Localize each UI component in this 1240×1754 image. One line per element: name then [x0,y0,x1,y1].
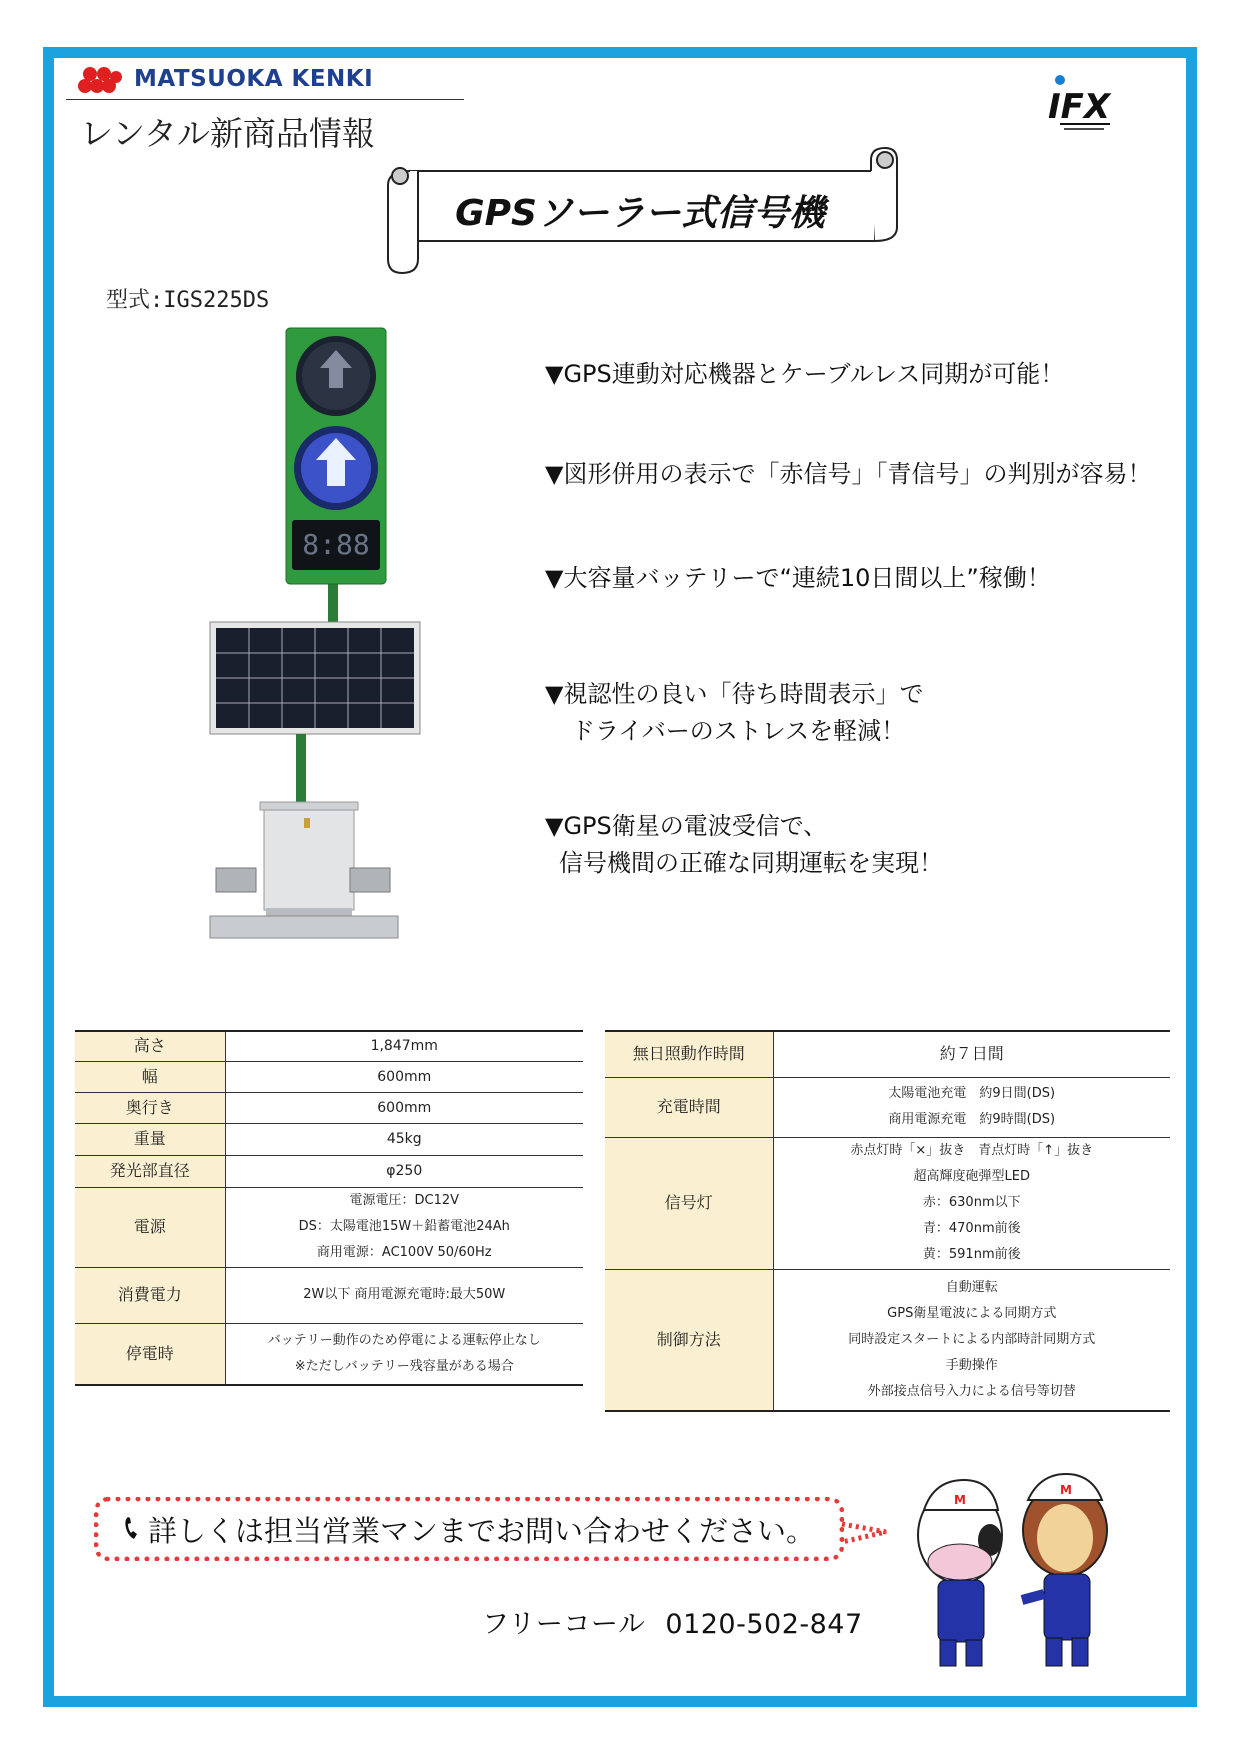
freecall-row [482,1602,863,1641]
ifx-logo-icon [1040,74,1130,134]
feature-item [545,560,1051,597]
spec-label: 充電時間 [605,1077,773,1137]
spec-value-line: GPS衛星電波による同期方式 [887,1305,1057,1321]
spec-value-line: 同時設定スタートによる内部時計同期方式 [848,1331,1096,1347]
spec-value: φ250 [225,1155,583,1187]
spec-row [605,1269,1170,1411]
feature-item [545,456,1151,493]
spec-value: 600mm [225,1061,583,1092]
spec-row [605,1077,1170,1137]
contact-message-row [124,1509,815,1550]
spec-value-line: ※ただしバッテリー残容量がある場合 [294,1358,514,1374]
svg-text:IFX: IFX [1048,87,1111,127]
spec-value-line: 黄：591nm前後 [922,1247,1021,1262]
spec-value-line: 電源電圧：DC12V [349,1193,460,1208]
spec-value: 2W以下 商用電源充電時:最大50W [225,1267,583,1323]
spec-value-line: バッテリー動作のため停電による運転停止なし [267,1332,541,1348]
freecall-number[interactable]: 0120-502-847 [665,1609,863,1640]
spec-label: 信号灯 [605,1137,773,1269]
feature-line: ▼図形併用の表示で「赤信号」「青信号」の判別が容易！ [545,460,1152,488]
spec-value-line: DS：太陽電池15W＋鉛蓄電池24Ah [298,1219,510,1234]
spec-row [75,1123,583,1155]
feature-line: ▼大容量バッテリーで“連続10日間以上”稼働！ [545,564,1051,592]
spec-row [75,1187,583,1267]
model-number: 型式:IGS225DS [106,288,270,313]
spec-label: 高さ [75,1031,225,1061]
spec-value-line: 自動運転 [945,1279,998,1295]
countdown-display: 8:88 [302,528,370,561]
product-title: GPSソーラー式信号機 [455,193,825,234]
feature-line: ドライバーのストレスを軽減！ [571,717,906,745]
spec-value-line: 商用電源充電 約9時間(DS) [888,1112,1056,1127]
spec-label: 奥行き [75,1092,225,1123]
spec-label: 電源 [75,1187,225,1267]
spec-value-line: 太陽電池充電 約9日間(DS) [888,1086,1056,1101]
spec-value-line: 商用電源：AC100V 50/60Hz [316,1245,492,1260]
spec-value-line: 外部接点信号入力による信号等切替 [867,1383,1076,1399]
spec-value-line: 青：470nm前後 [922,1221,1021,1236]
spec-row [75,1323,583,1385]
spec-value [773,1269,1170,1411]
spec-label: 無日照動作時間 [605,1031,773,1077]
traffic-signal-image [200,318,470,998]
spec-value-line: 手動操作 [945,1357,998,1373]
spec-value [225,1323,583,1385]
spec-row [605,1031,1170,1077]
brand-name: MATSUOKA KENKI [134,66,374,92]
spec-value: 約７日間 [773,1031,1170,1077]
spec-row [75,1267,583,1323]
feature-item [545,676,923,750]
spec-value: 600mm [225,1092,583,1123]
spec-value [225,1187,583,1267]
feature-line: ▼GPS衛星の電波受信で、 [545,812,828,840]
spec-value [773,1077,1170,1137]
spec-value: 1,847mm [225,1031,583,1061]
spec-row [75,1155,583,1187]
feature-line: ▼視認性の良い「待ち時間表示」で [545,680,924,708]
mascot-characters-image [910,1470,1130,1680]
spec-row [75,1031,583,1061]
matsuoka-logo-icon [78,64,124,96]
feature-item [545,808,943,882]
spec-label: 消費電力 [75,1267,225,1323]
page-subtitle: レンタル新商品情報 [80,114,375,153]
spec-label: 発光部直径 [75,1155,225,1187]
spec-row [75,1061,583,1092]
phone-icon [124,1514,142,1548]
spec-table-right [605,1030,1170,1412]
spec-table-left [75,1030,583,1386]
spec-label: 停電時 [75,1323,225,1385]
contact-message: 詳しくは担当営業マンまでお問い合わせください。 [148,1514,816,1548]
freecall-label: フリーコール [482,1609,646,1640]
spec-value [773,1137,1170,1269]
feature-line: ▼GPS連動対応機器とケーブルレス同期が可能！ [545,360,1065,388]
callout-tail [840,1518,890,1548]
spec-row [75,1092,583,1123]
spec-label: 制御方法 [605,1269,773,1411]
spec-value: 45kg [225,1123,583,1155]
spec-label: 重量 [75,1123,225,1155]
feature-item [545,356,1064,393]
spec-value-line: 超高輝度砲弾型LED [913,1169,1030,1184]
spec-label: 幅 [75,1061,225,1092]
svg-text:M: M [1060,1483,1072,1497]
feature-line: 信号機間の正確な同期運転を実現！ [559,849,943,877]
header-divider [66,99,464,100]
spec-value-line: 赤点灯時「×」抜き 青点灯時「↑」抜き [850,1143,1094,1158]
spec-row [605,1137,1170,1269]
spec-value-line: 赤：630nm以下 [922,1195,1021,1210]
svg-text:M: M [954,1493,966,1507]
